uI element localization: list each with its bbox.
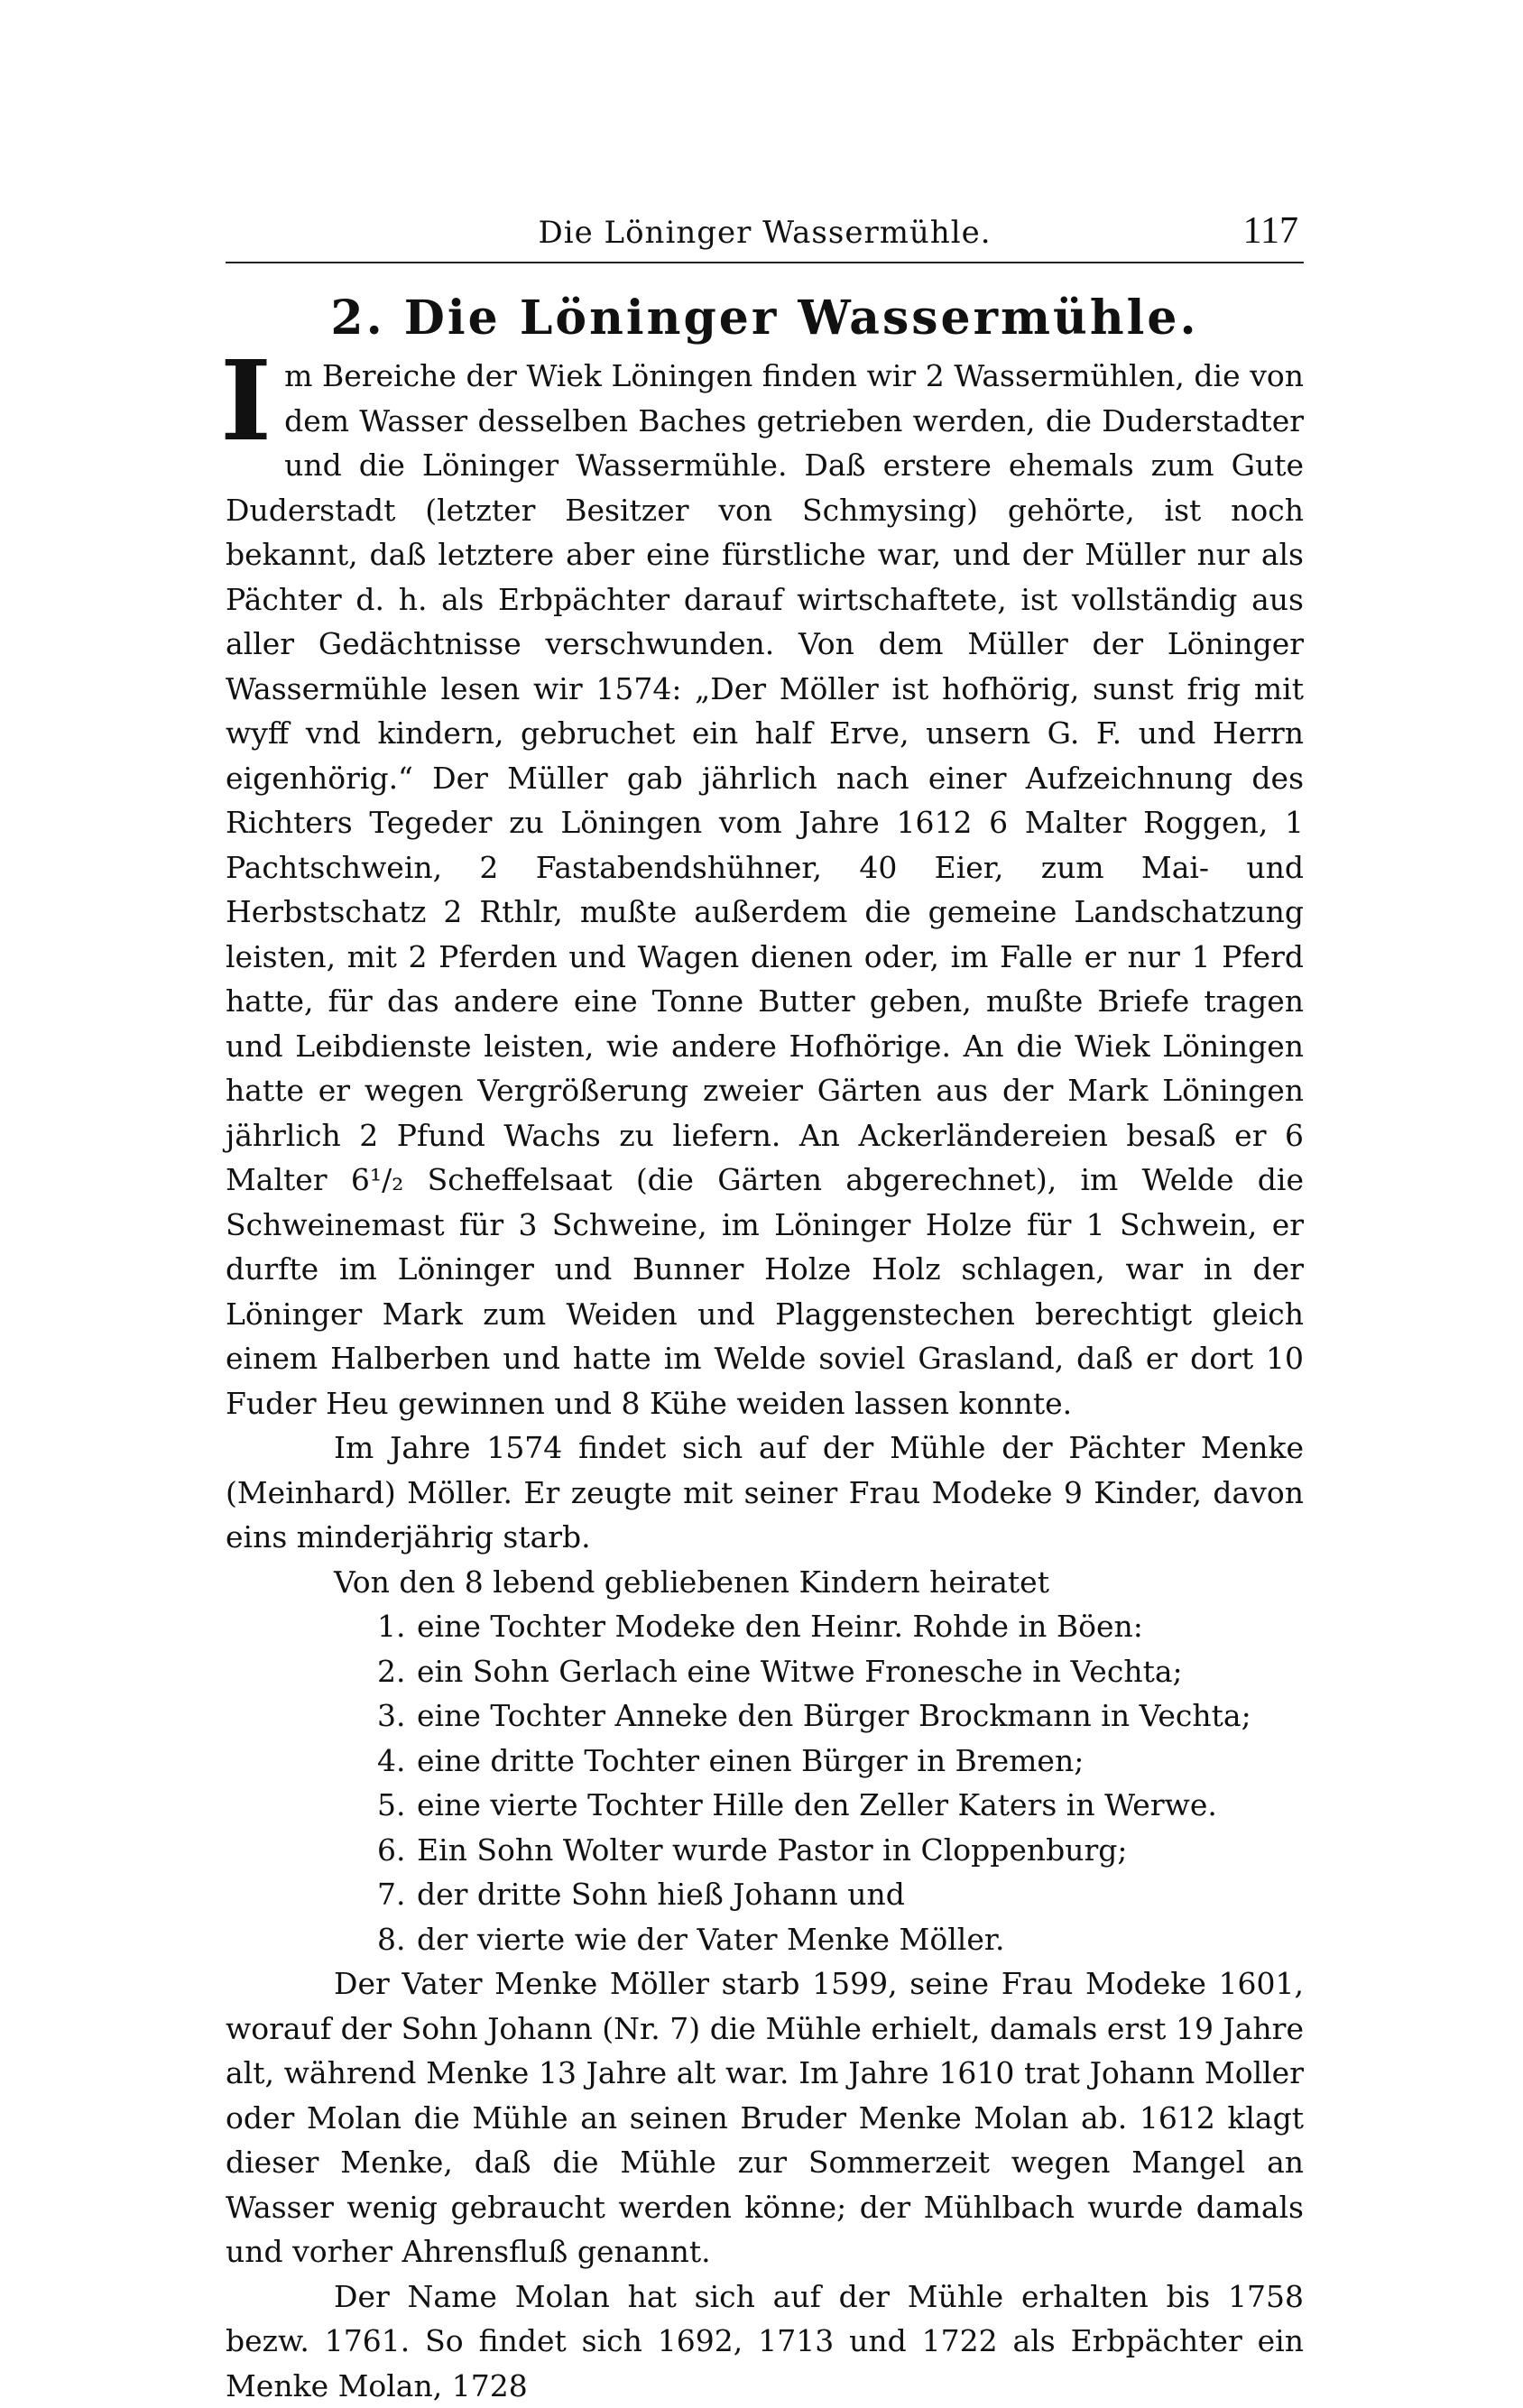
running-header bbox=[226, 209, 1304, 263]
list-item: 2. ein Sohn Gerlach eine Witwe Fronesche in Vechta; bbox=[226, 1649, 1304, 1694]
body-text bbox=[226, 354, 1304, 2408]
children-list bbox=[226, 1604, 1304, 1961]
intro-paragraph bbox=[226, 354, 1304, 1425]
list-item: 3. eine Tochter Anneke den Bürger Brockmann in Vechta; bbox=[226, 1693, 1304, 1739]
intro-text: m Bereiche der Wiek Löningen finden wir 2 Wassermühlen, die von dem Wasser desselben Baches getrieben werden, die Duderstadter und die Löninger Wassermühle. Daß erstere ehemals zum Gute Duderstadt (letzter Besitzer von Schmysing) gehörte, ist noch bekannt, daß letztere aber eine fürstliche war, und der Müller nur als Pächter d. h. als Erbpächter darauf wirtschaftete, ist vollständig aus aller Gedächtnisse verschwunden. Von dem Müller der Löninger Wassermühle lesen wir 1574: „Der Möller ist hofhörig, sunst frig mit wyff vnd kindern, gebruchet ein half Erve, unsern G. F. und Herrn eigenhörig.“ Der Müller gab jährlich nach einer Aufzeichnung des Richters Tegeder zu Löningen vom Jahre 1612 6 Malter Roggen, 1 Pachtschwein, 2 Fastabendshühner, 40 Eier, zum Mai- und Herbstschatz 2 Rthlr, mußte außerdem die gemeine Landschatzung leisten, mit 2 Pferden und Wagen dienen oder, im Falle er nur 1 Pferd hatte, für das andere eine Tonne Butter geben, mußte Briefe tragen und Leibdienste leisten, wie andere Hofhörige. An die Wiek Löningen hatte er wegen Vergrößerung zweier Gärten aus der Mark Löningen jährlich 2 Pfund Wachs zu liefern. An Ackerländereien besaß er 6 Malter 6¹/₂ Scheffelsaat (die Gärten abgerechnet), im Welde die Schweinemast für 3 Schweine, im Löninger Holze für 1 Schwein, er durfte im Löninger und Bunner Holze Holz schlagen, war in der Löninger Mark zum Weiden und Plaggenstechen berechtigt gleich einem Halberben und hatte im Welde soviel Grasland, daß er dort 10 Fuder Heu gewinnen und 8 Kühe weiden lassen konnte. bbox=[226, 358, 1304, 1421]
list-item: 1. eine Tochter Modeke den Heinr. Rohde in Böen: bbox=[226, 1604, 1304, 1649]
page-number: 117 bbox=[1243, 209, 1298, 253]
list-item: 5. eine vierte Tochter Hille den Zeller Katers in Werwe. bbox=[226, 1783, 1304, 1828]
list-item: 8. der vierte wie der Vater Menke Möller. bbox=[226, 1917, 1304, 1962]
list-item: 7. der dritte Sohn hieß Johann und bbox=[226, 1872, 1304, 1917]
paragraph-1574: Im Jahre 1574 findet sich auf der Mühle der Pächter Menke (Meinhard) Möller. Er zeugte mit seiner Frau Modeke 9 Kinder, davon eins minderjährig starb. bbox=[226, 1425, 1304, 1560]
drop-cap: I bbox=[220, 354, 272, 447]
running-title: Die Löninger Wassermühle. bbox=[226, 215, 1304, 251]
list-item: 4. eine dritte Tochter einen Bürger in Bremen; bbox=[226, 1739, 1304, 1784]
section-heading: 2. Die Löninger Wassermühle. bbox=[226, 291, 1304, 346]
list-item: 6. Ein Sohn Wolter wurde Pastor in Cloppenburg; bbox=[226, 1828, 1304, 1873]
paragraph-vater: Der Vater Menke Möller starb 1599, seine Frau Modeke 1601, worauf der Sohn Johann (Nr. 7) die Mühle erhielt, damals erst 19 Jahre alt, während Menke 13 Jahre alt war. Im Jahre 1610 trat Johann Moller oder Molan die Mühle an seinen Bruder Menke Molan ab. 1612 klagt dieser Menke, daß die Mühle zur Sommerzeit wegen Mangel an Wasser wenig gebraucht werden könne; der Mühlbach wurde damals und vorher Ahrensfluß genannt. bbox=[226, 1961, 1304, 2274]
paragraph-name-molan: Der Name Molan hat sich auf der Mühle erhalten bis 1758 bezw. 1761. So findet sich 1692, 1713 und 1722 als Erbpächter ein Menke Molan, 1728 bbox=[226, 2274, 1304, 2408]
list-intro: Von den 8 lebend gebliebenen Kindern heiratet bbox=[226, 1560, 1304, 1605]
